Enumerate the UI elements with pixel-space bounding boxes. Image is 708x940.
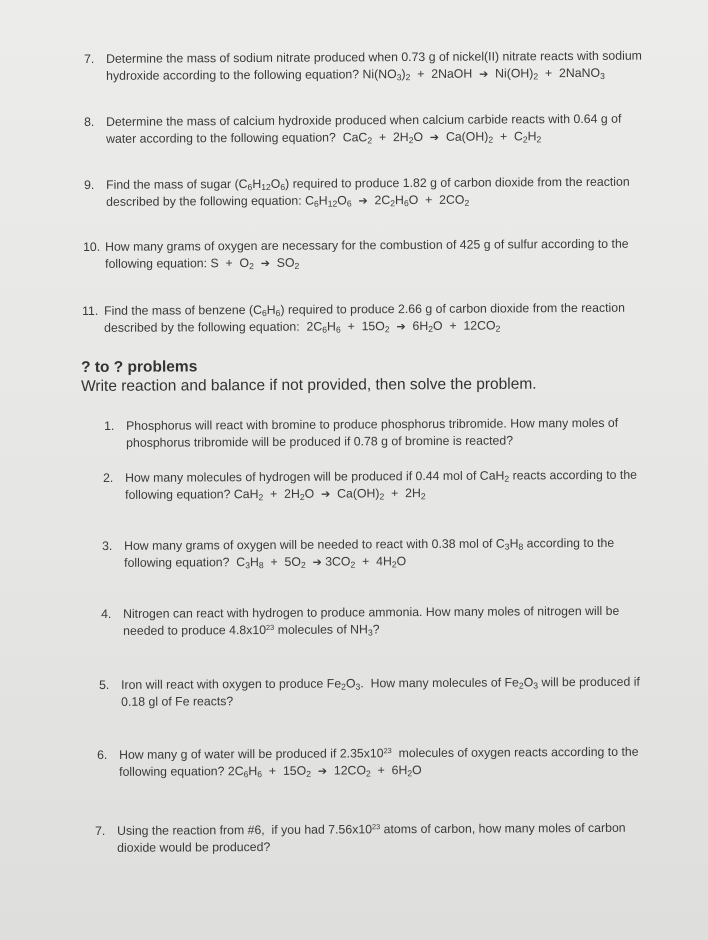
problem-text-line2: phosphorus tribromide will be produced if 0.78 g of bromine is reacted?	[126, 433, 514, 450]
section-title: ? to ? problems	[81, 358, 198, 376]
question-text-line2: water according to the following equation? $CaC_2 + 2H_2O$ ➔ $Ca(OH)_2 + C_2H_2$	[106, 129, 542, 146]
problem-number: 1.	[104, 418, 115, 433]
question-text-line1: Determine the mass of calcium hydroxide produced when calcium carbide reacts with 0.64 g of	[106, 111, 622, 129]
question-text-line2: following equation: $S + O_2$ ➔ $SO_2$	[105, 255, 300, 272]
problem-text-line1: Using the reaction from #6, if you had $7.56x10^{23}$ atoms of carbon, how many moles of carbon	[117, 820, 626, 838]
question-number: 9.	[84, 177, 95, 192]
problem-text-line2: following equation? $2C_6H_6 + 15O_2$ ➔ $12CO_2 + 6H_2O$	[119, 763, 422, 780]
problem-text-line2: dioxide would be produced?	[117, 839, 271, 855]
section-instructions: Write reaction and balance if not provided, then solve the problem.	[81, 375, 537, 395]
problem-number: 3.	[102, 538, 113, 553]
problem-text-line1: Nitrogen can react with hydrogen to produce ammonia. How many moles of nitrogen will be	[123, 603, 620, 621]
problem-number: 5.	[99, 677, 110, 692]
question-text-line1: How many grams of oxygen are necessary for the combustion of 425 g of sulfur according to the	[105, 236, 629, 254]
problem-text-line2: 0.18 gl of Fe reacts?	[121, 694, 234, 709]
question-number: 11.	[82, 303, 99, 318]
question-number: 7.	[84, 51, 95, 66]
question-number: 10.	[83, 239, 101, 254]
question-text-line1: Determine the mass of sodium nitrate produced when 0.73 g of nickel(II) nitrate reacts with sodium	[106, 48, 642, 66]
question-text-line1: Find the mass of benzene $(C_6H_6)$ required to produce 2.66 g of carbon dioxide from the reaction	[104, 300, 625, 319]
problem-text-line2: needed to produce $4.8x10^{23}$ molecules of $NH_3$?	[123, 622, 380, 638]
question-number: 8.	[84, 114, 95, 129]
question-text-line1: Find the mass of sugar $(C_6H_{12}O_6)$ required to produce 1.82 g of carbon dioxide from the reaction	[106, 174, 630, 193]
question-text-line2: described by the following equation: $2C_6H_6 + 15O_2$ ➔ $6H_2O + 12CO_2$	[104, 318, 501, 335]
problem-number: 6.	[97, 747, 108, 762]
problem-text-line1: Iron will react with oxygen to produce $Fe_2O_3$. How many molecules of $Fe_2O_3$ will be produced if	[121, 674, 640, 692]
problem-text-line2: following equation? $CaH_2 + 2H_2O$ ➔ $Ca(OH)_2 + 2H_2$	[125, 486, 426, 503]
problem-text-line1: How many g of water will be produced if $2.35x10^{23}$ molecules of oxygen reacts according to the	[119, 744, 639, 762]
problem-number: 7.	[95, 823, 106, 838]
question-text-line2: hydroxide according to the following equation? $Ni(NO_3)_2$ + 2NaOH ➔ $Ni(OH)_2$ + 2NaNO$_3$	[106, 65, 605, 83]
problem-number: 2.	[103, 470, 114, 485]
question-text-line2: described by the following equation: $C_6H_{12}O_6$ ➔ $2C_2H_6O + 2CO_2$	[106, 192, 470, 209]
problem-text-line1: How many molecules of hydrogen will be produced if 0.44 mol of CaH$_2$ reacts according to the	[125, 467, 638, 485]
problem-text-line1: How many grams of oxygen will be needed to react with 0.38 mol of $C_3H_8$ according to the	[124, 535, 615, 553]
problem-text-line1: Phosphorus will react with bromine to produce phosphorus tribromide. How many moles of	[126, 415, 619, 433]
problem-number: 4.	[101, 606, 112, 621]
problem-text-line2: following equation? $C_3H_8 + 5O_2$ ➔ $3CO_2 + 4H_2O$	[124, 554, 407, 571]
